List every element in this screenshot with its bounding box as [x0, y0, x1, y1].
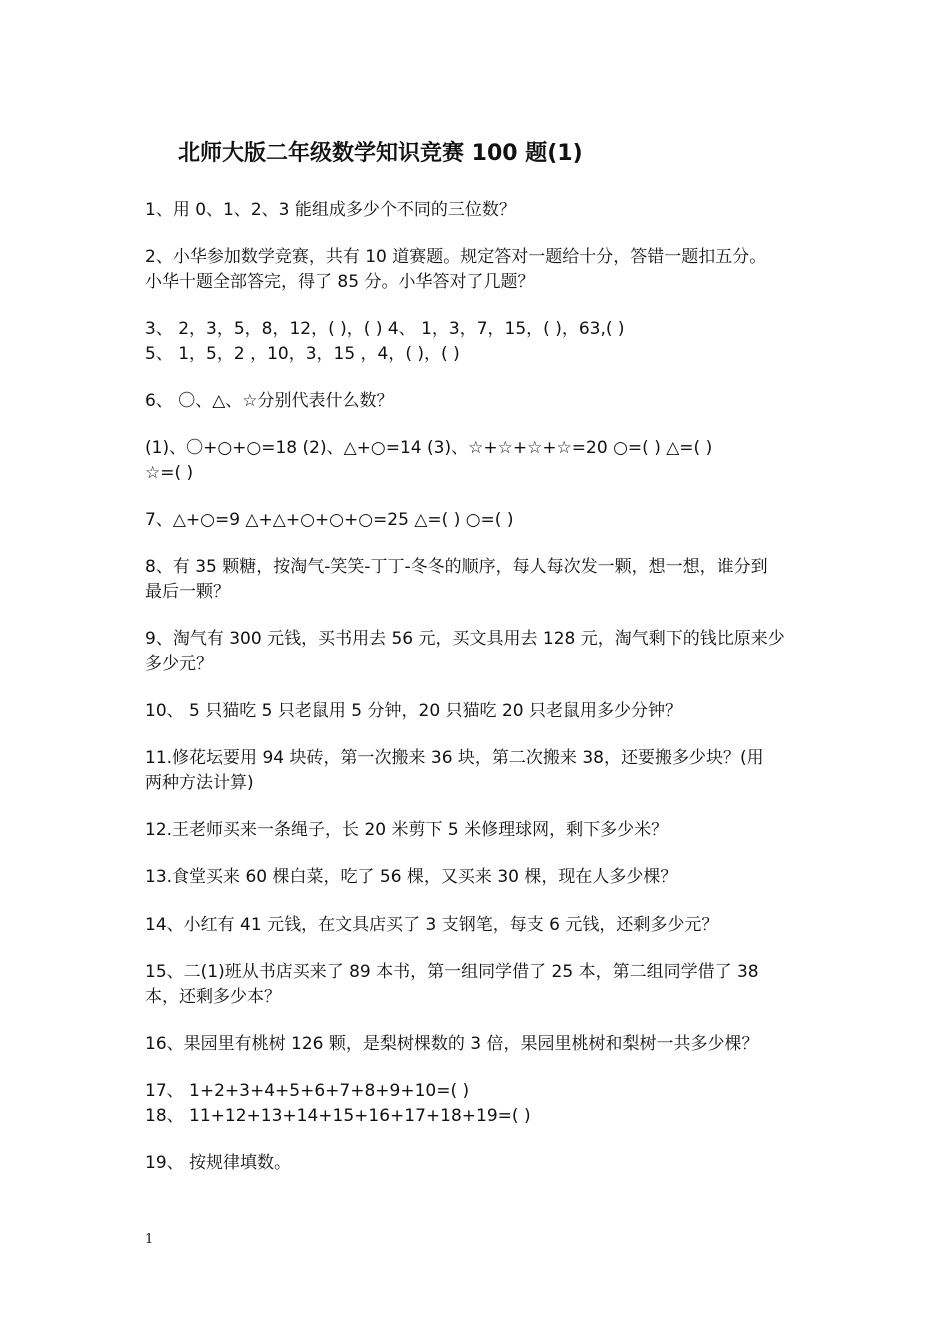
- question-9-line-1: 9、淘气有 300 元钱，买书用去 56 元，买文具用去 128 元，淘气剩下的钱比原来少: [145, 629, 785, 649]
- question-3-4: 3、 2，3，5，8，12，( )，( ) 4、 1，3，7，15，( )，63,( ): [145, 319, 625, 339]
- question-16: 16、果园里有桃树 126 颗，是梨树棵数的 3 倍，果园里桃树和梨树一共多少棵？: [145, 1034, 759, 1054]
- question-7: 7、△+○=9 △+△+○+○+○=25 △=( ) ○=( ): [145, 510, 514, 530]
- question-6: 6、 〇、△、☆分别代表什么数？: [145, 391, 394, 411]
- question-9-line-2: 多少元？: [145, 654, 213, 674]
- question-8-line-1: 8、有 35 颗糖，按淘气-笑笑-丁丁-冬冬的顺序，每人每次发一颗，想一想，谁分到: [145, 557, 768, 577]
- question-10: 10、 5 只猫吃 5 只老鼠用 5 分钟，20 只猫吃 20 只老鼠用多少分钟？: [145, 701, 682, 721]
- question-2-line-1: 2、小华参加数学竞赛，共有 10 道赛题。规定答对一题给十分，答错一题扣五分。: [145, 247, 767, 267]
- question-6-star-answer: ☆=( ): [145, 463, 194, 483]
- question-14: 14、小红有 41 元钱，在文具店买了 3 支钢笔，每支 6 元钱，还剩多少元？: [145, 915, 719, 935]
- question-11-line-1: 11.修花坛要用 94 块砖，第一次搬来 36 块，第二次搬来 38，还要搬多少块？(用: [145, 748, 764, 768]
- question-6-equations: (1)、〇+○+○=18 (2)、△+○=14 (3)、☆+☆+☆+☆=20 ○=( ) △=( ): [145, 438, 713, 458]
- question-11-line-2: 两种方法计算): [145, 773, 254, 793]
- page-title: 北师大版二年级数学知识竞赛 100 题(1): [178, 141, 583, 166]
- question-17: 17、 1+2+3+4+5+6+7+8+9+10=( ): [145, 1081, 470, 1101]
- question-1: 1、用 0、1、2、3 能组成多少个不同的三位数？: [145, 200, 516, 220]
- question-19: 19、 按规律填数。: [145, 1153, 292, 1173]
- question-18: 18、 11+12+13+14+15+16+17+18+19=( ): [145, 1106, 531, 1126]
- page-number: 1: [145, 1232, 154, 1247]
- question-15-line-2: 本，还剩多少本？: [145, 987, 281, 1007]
- question-15-line-1: 15、二(1)班从书店买来了 89 本书，第一组同学借了 25 本，第二组同学借了 38: [145, 962, 759, 982]
- question-13: 13.食堂买来 60 棵白菜，吃了 56 棵，又买来 30 棵，现在人多少棵？: [145, 867, 678, 887]
- question-12: 12.王老师买来一条绳子，长 20 米剪下 5 米修理球网，剩下多少米？: [145, 820, 669, 840]
- question-8-line-2: 最后一颗？: [145, 582, 230, 602]
- question-5: 5、 1，5，2 ，10，3，15 ，4，( )，( ): [145, 344, 460, 364]
- question-2-line-2: 小华十题全部答完，得了 85 分。小华答对了几题？: [145, 272, 535, 292]
